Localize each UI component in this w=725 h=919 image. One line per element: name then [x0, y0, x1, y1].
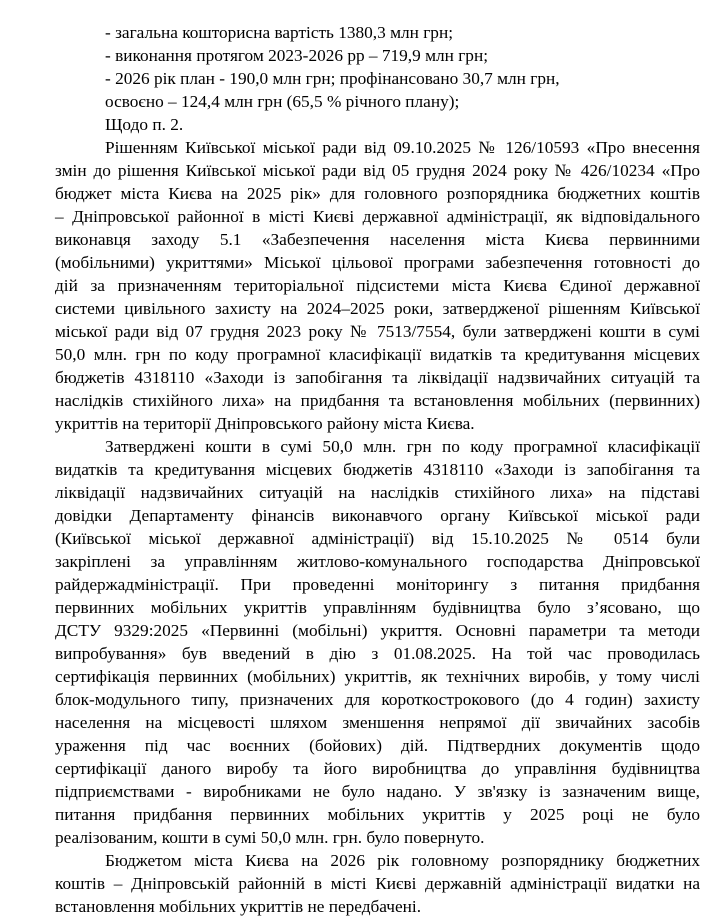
- text-line: Бюджетом міста Києва на 2026 рік головному розпоряднику бюджетних: [105, 851, 700, 870]
- text-line: - загальна кошторисна вартість 1380,3 млн грн;: [105, 23, 453, 42]
- text-line: райдержадміністрації. При проведенні моніторингу з питання придбання: [55, 575, 700, 594]
- text-line: встановлення мобільних укриттів не передбачені.: [55, 897, 422, 916]
- text-line: укриттів на території Дніпровського району міста Києва.: [55, 414, 475, 433]
- text-line: коштів – Дніпровській районній в місті Києві державній адміністрації видатки на: [55, 874, 700, 893]
- text-line: випробування» був введений в дію з 01.08.2025. На той час проводилась: [55, 644, 700, 663]
- text-line: наслідків стихійного лиха» на придбання та встановлення мобільних (первинних): [55, 391, 700, 410]
- text-line: - 2026 рік план - 190,0 млн грн; профінансовано 30,7 млн грн,: [105, 69, 560, 88]
- text-line: населення на місцевості шляхом зменшення непрямої дії звичайних засобів: [55, 713, 700, 732]
- text-line: сертифікація первинних (мобільних) укриттів, як технічних виробів, у тому числі: [55, 667, 700, 686]
- text-line: сертифікації даного виробу та його виробництва до управління будівництва: [55, 759, 700, 778]
- text-line: ДСТУ 9329:2025 «Первинні (мобільні) укриття. Основні параметри та методи: [55, 621, 700, 640]
- text-line: Затверджені кошти в сумі 50,0 млн. грн по коду програмної класифікації: [105, 437, 700, 456]
- text-line: Щодо п. 2.: [105, 115, 184, 134]
- text-line: (Київської міської державної адміністрації) від 15.10.2025 № 0514 були: [55, 529, 700, 548]
- text-line: бюджет міста Києва на 2025 рік» для головного розпорядника бюджетних коштів: [55, 184, 700, 203]
- text-line: довідки Департаменту фінансів виконавчого органу Київської міської ради: [55, 506, 700, 525]
- text-line: дій за призначенням територіальної підсистеми міста Києва Єдиної державної: [55, 276, 700, 295]
- text-line: підприємствами - виробниками не було надано. У зв'язку із зазначеним вище,: [55, 782, 700, 801]
- text-line: закріплені за управлінням житлово-комунального господарства Дніпровської: [55, 552, 700, 571]
- text-line: системи цивільного захисту на 2024–2025 роки, затвердженої рішенням Київської: [55, 299, 700, 318]
- text-line: реалізованим, кошти в сумі 50,0 млн. грн. було повернуто.: [55, 828, 485, 847]
- text-line: освоєно – 124,4 млн грн (65,5 % річного плану);: [105, 92, 460, 111]
- text-line: 50,0 млн. грн по коду програмної класифікації видатків та кредитування місцевих: [55, 345, 700, 364]
- text-line: первинних мобільних укриттів управлінням будівництва було з’ясовано, що: [55, 598, 700, 617]
- text-line: Рішенням Київської міської ради від 09.10.2025 № 126/10593 «Про внесення: [105, 138, 700, 157]
- text-line: ураження під час воєнних (бойових) дій. Підтвердних документів щодо: [55, 736, 700, 755]
- text-line: змін до рішення Київської міської ради від 05 грудня 2024 року № 426/10234 «Про: [55, 161, 700, 180]
- text-line: блок-модульного типу, призначених для короткострокового (до 4 годин) захисту: [55, 690, 700, 709]
- text-line: питання придбання первинних мобільних укриттів у 2025 році не було: [55, 805, 700, 824]
- text-line: міської ради від 07 грудня 2023 року № 7513/7554, були затверджені кошти в сумі: [55, 322, 700, 341]
- text-line: видатків та кредитування місцевих бюджетів 4318110 «Заходи із запобігання та: [55, 460, 700, 479]
- text-line: бюджетів 4318110 «Заходи із запобігання та ліквідації надзвичайних ситуацій та: [55, 368, 700, 387]
- text-line: (мобільними) укриттями» Міської цільової програми забезпечення готовності до: [55, 253, 700, 272]
- text-line: ліквідації надзвичайних ситуацій на наслідків стихійного лиха» на підставі: [55, 483, 700, 502]
- text-line: – Дніпровської районної в місті Києві державної адміністрації, як відповідального: [55, 207, 700, 226]
- text-line: виконавця заходу 5.1 «Забезпечення населення міста Києва первинними: [55, 230, 700, 249]
- text-line: - виконання протягом 2023-2026 рр – 719,9 млн грн;: [105, 46, 488, 65]
